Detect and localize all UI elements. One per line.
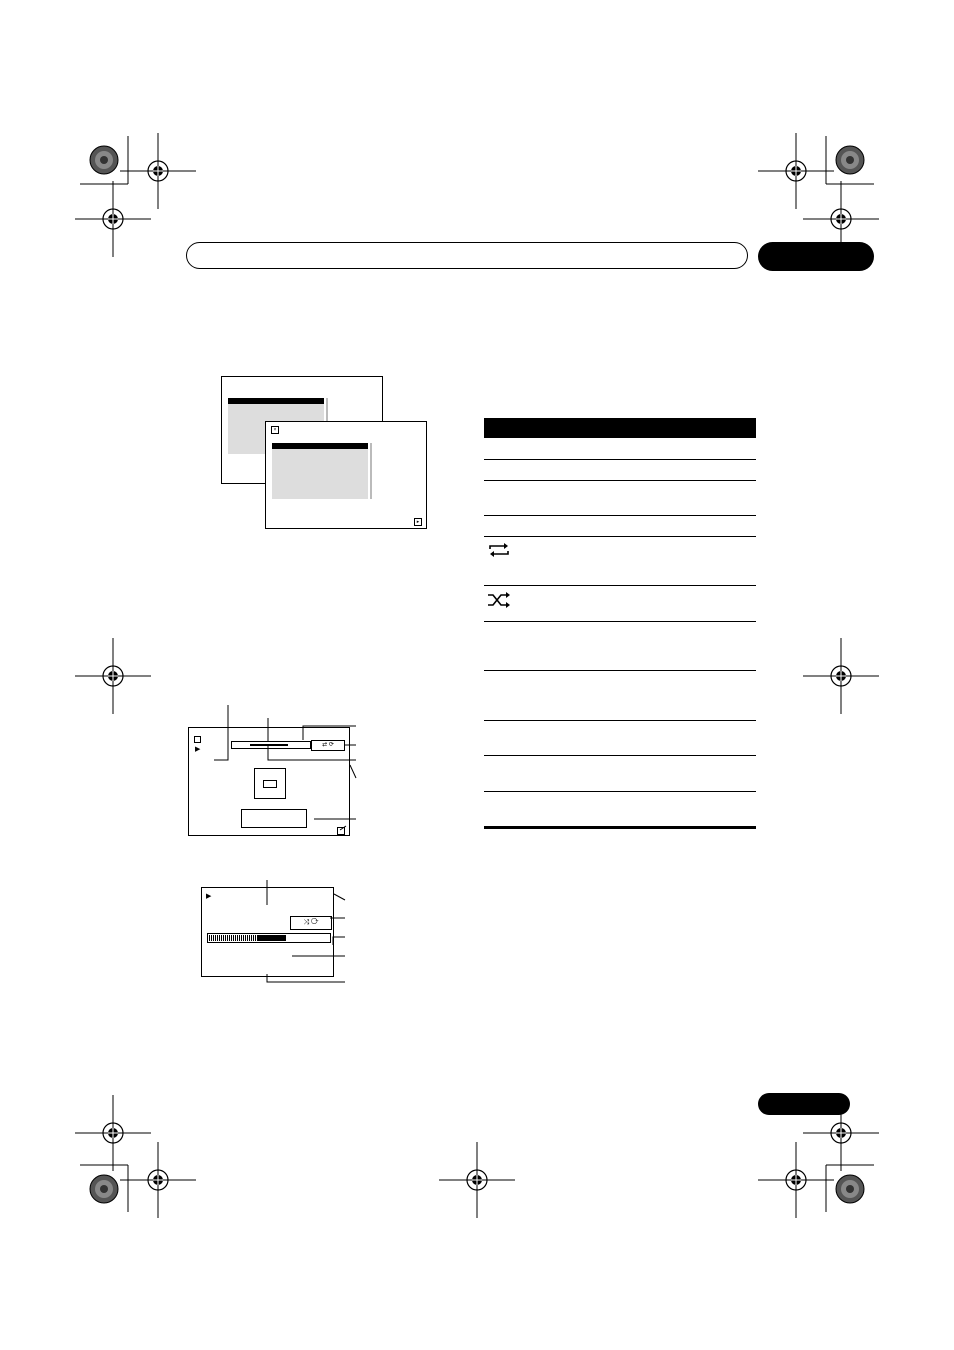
function-table (484, 418, 756, 829)
mode-indicator-box: ⇄ ⟳ (311, 740, 345, 751)
table-row (484, 438, 756, 460)
close-icon[interactable]: × (271, 426, 279, 434)
mode-indicator-box: ⤨ ⟳ (290, 916, 332, 930)
repeat-icon (486, 541, 512, 559)
play-icon: ▶ (206, 893, 212, 900)
table-row (484, 622, 756, 671)
table-row (484, 671, 756, 721)
return-icon[interactable]: ▸ (414, 518, 422, 526)
table-row (484, 721, 756, 756)
shuffle-icon (486, 591, 512, 609)
table-spacer (484, 792, 756, 826)
table-row (484, 586, 756, 622)
table-header (484, 418, 756, 438)
table-row (484, 516, 756, 537)
table-row (484, 756, 756, 792)
table-row (484, 481, 756, 516)
play-icon: ▶ (195, 746, 201, 753)
table-row (484, 537, 756, 586)
table-row (484, 460, 756, 481)
page-number-tab (758, 1093, 850, 1115)
table-bottom-rule (484, 826, 756, 829)
